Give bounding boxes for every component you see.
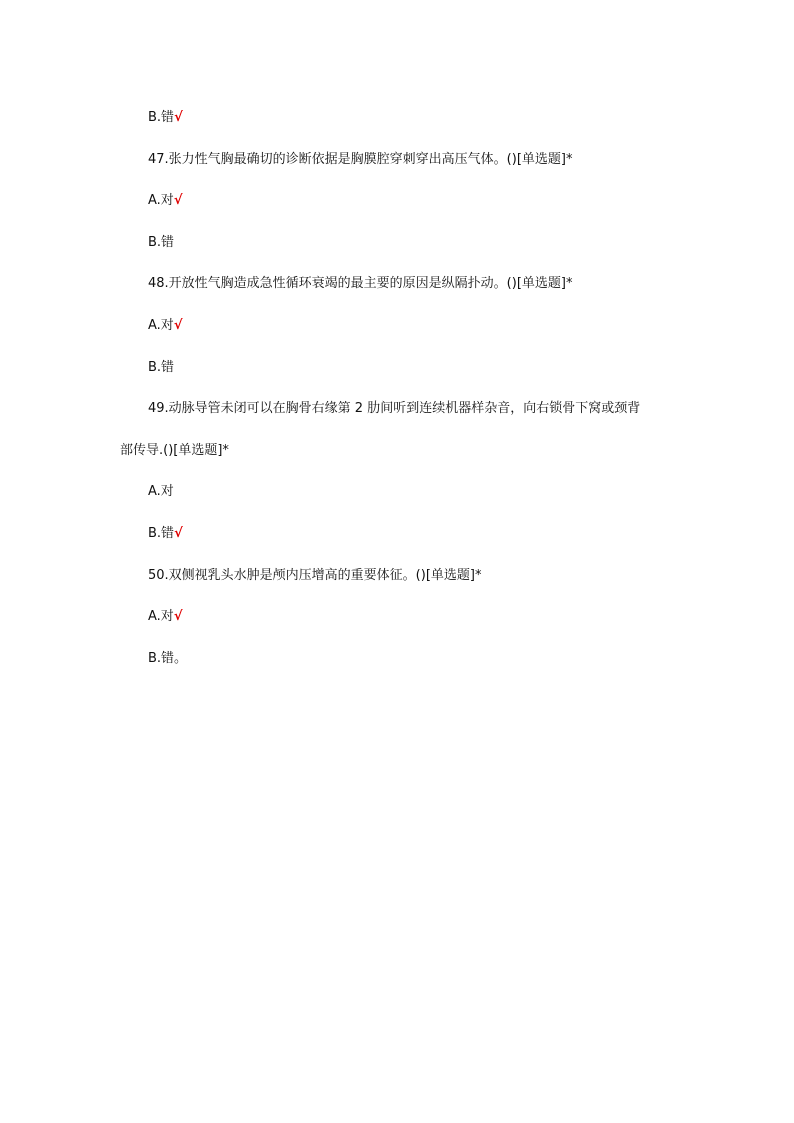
option-text: A.对: [148, 609, 174, 624]
option-text: A.对: [148, 484, 174, 499]
q46-option-b: [148, 109, 183, 127]
question-text: 47.张力性气胸最确切的诊断依据是胸膜腔穿刺穿出高压气体。()[单选题]*: [148, 152, 573, 167]
question-47: [148, 151, 572, 169]
correct-check-icon: √: [173, 318, 183, 333]
q49-option-a: [148, 483, 174, 501]
option-text: A.对: [148, 318, 174, 333]
question-49: [148, 400, 640, 418]
correct-check-icon: √: [173, 193, 183, 208]
option-text: B.错: [148, 235, 175, 250]
question-48: [148, 275, 572, 293]
q50-option-a: [148, 608, 182, 626]
correct-check-icon: √: [173, 609, 183, 624]
q50-option-b: [148, 650, 187, 668]
question-text: 50.双侧视乳头水肿是颅内压增高的重要体征。()[单选题]*: [148, 568, 482, 583]
question-49-continuation: [120, 442, 229, 460]
correct-check-icon: √: [174, 526, 183, 541]
question-text: 49.动脉导管未闭可以在胸骨右缘第 2 肋间听到连续机器样杂音，向右锁骨下窝或颈背: [148, 401, 641, 416]
q48-option-a: [148, 317, 182, 335]
question-text: 部传导.()[单选题]*: [120, 443, 229, 458]
option-text: A.对: [148, 193, 174, 208]
question-50: [148, 567, 481, 585]
q47-option-b: [148, 234, 174, 252]
q49-option-b: [148, 525, 183, 543]
correct-check-icon: √: [174, 110, 183, 125]
option-text: B.错: [148, 526, 175, 541]
option-text: B.错。: [148, 651, 188, 666]
option-text: B.错: [148, 110, 175, 125]
option-text: B.错: [148, 360, 175, 375]
q48-option-b: [148, 359, 174, 377]
question-text: 48.开放性气胸造成急性循环衰竭的最主要的原因是纵隔扑动。()[单选题]*: [148, 276, 573, 291]
q47-option-a: [148, 192, 182, 210]
